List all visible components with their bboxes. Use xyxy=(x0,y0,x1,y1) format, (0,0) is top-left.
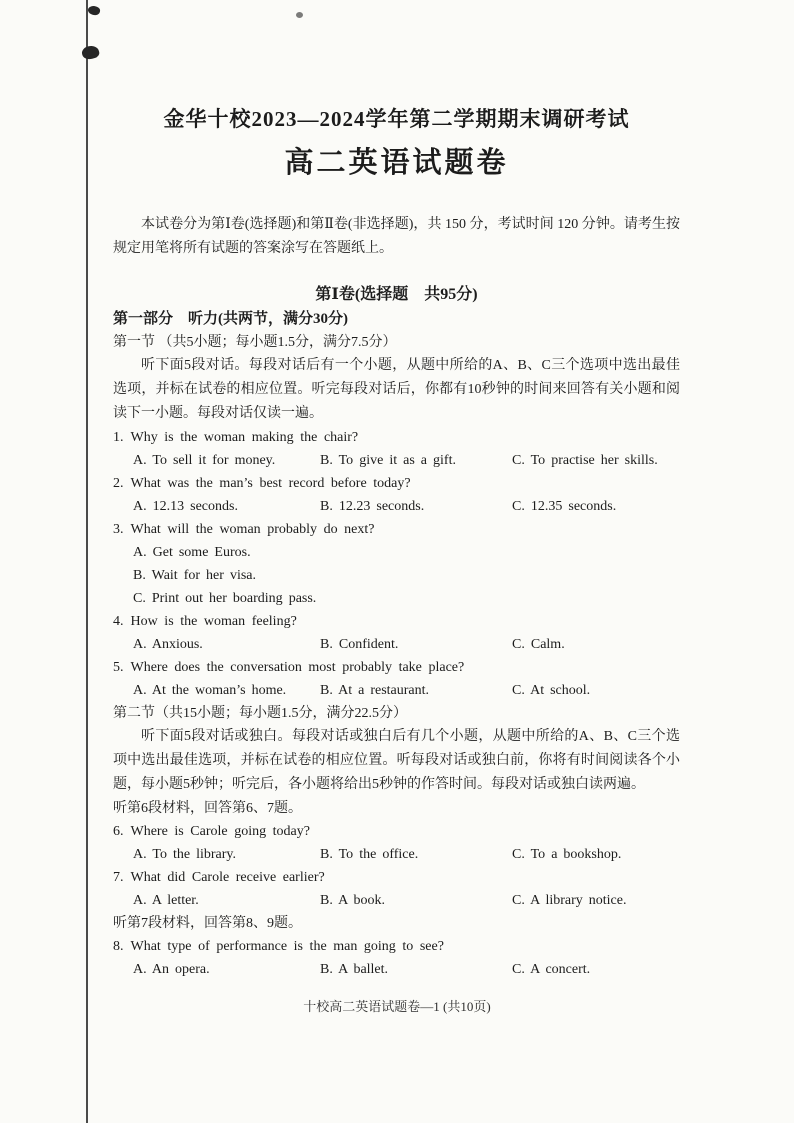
page-content xyxy=(113,0,680,981)
question-number: 4. xyxy=(113,614,124,629)
question-number: 6. xyxy=(113,824,124,839)
section-2-instructions: 听下面5段对话或独白。每段对话或独白后有几个小题，从题中所给的A、B、C三个选项中选出最佳选项，并标在试卷的相应位置。听每段对话或独白前，你将有时间阅读各个小题，每小题5秒钟；听完后，各小题将给出5秒钟的作答时间。每段对话或独白读两遍。 xyxy=(113,729,680,792)
section-2-heading: 第二节（共15小题；每小题1.5分，满分22.5分） xyxy=(113,706,407,721)
option-c: C. Print out her boarding pass. xyxy=(133,591,317,606)
option-c: C. To practise her skills. xyxy=(512,453,658,468)
material-cue-8-9: 听第7段材料，回答第8、9题。 xyxy=(113,916,302,931)
question-options xyxy=(113,541,680,610)
volume-1-heading: 第Ⅰ卷(选择题 共95分) xyxy=(315,286,478,303)
question-text xyxy=(113,820,680,843)
material-cue-6-7: 听第6段材料，回答第6、7题。 xyxy=(113,801,302,816)
option-a: A. To sell it for money. xyxy=(133,453,276,468)
question-stem: Where is Carole going today? xyxy=(130,824,310,839)
question-4 xyxy=(113,610,680,656)
question-options xyxy=(113,449,680,472)
exam-intro-paragraph: 本试卷分为第Ⅰ卷(选择题)和第Ⅱ卷(非选择题)，共 150 分，考试时间 120 分钟。请考生按规定用笔将所有试题的答案涂写在答题纸上。 xyxy=(113,217,680,256)
scan-edge-artifact xyxy=(86,0,88,1123)
question-stem: What type of performance is the man going to see? xyxy=(130,939,444,954)
section-1-instructions: 听下面5段对话。每段对话后有一个小题，从题中所给的A、B、C三个选项中选出最佳选项，并标在试卷的相应位置。听完每段对话后，你都有10秒钟的时间来回答有关小题和阅读下一小题。每段对话仅读一遍。 xyxy=(113,358,680,421)
question-text xyxy=(113,866,680,889)
option-a: A. At the woman’s home. xyxy=(133,683,287,698)
option-c: C. A concert. xyxy=(512,962,591,977)
question-stem: How is the woman feeling? xyxy=(130,614,297,629)
option-a: A. An opera. xyxy=(133,962,210,977)
question-text xyxy=(113,935,680,958)
scan-smudge-artifact xyxy=(87,4,101,17)
question-5 xyxy=(113,656,680,702)
part-1-heading: 第一部分 听力(共两节，满分30分) xyxy=(113,311,348,327)
question-number: 1. xyxy=(113,430,124,445)
question-number: 2. xyxy=(113,476,124,491)
question-options xyxy=(113,889,680,912)
question-number: 5. xyxy=(113,660,124,675)
question-options xyxy=(113,633,680,656)
question-1 xyxy=(113,426,680,472)
option-b: B. Confident. xyxy=(320,637,399,652)
option-a: A. Get some Euros. xyxy=(133,545,251,560)
question-options xyxy=(113,679,680,702)
option-b: B. Wait for her visa. xyxy=(133,568,257,583)
question-stem: What will the woman probably do next? xyxy=(130,522,375,537)
option-c: C. Calm. xyxy=(512,637,565,652)
question-number: 3. xyxy=(113,522,124,537)
question-text xyxy=(113,472,680,495)
option-a: A. Anxious. xyxy=(133,637,203,652)
question-stem: Where does the conversation most probably take place? xyxy=(130,660,465,675)
exam-subtitle: 高二英语试题卷 xyxy=(284,147,509,179)
question-text xyxy=(113,610,680,633)
option-b: B. To give it as a gift. xyxy=(320,453,456,468)
option-c: C. At school. xyxy=(512,683,591,698)
option-a: A. 12.13 seconds. xyxy=(133,499,238,514)
question-options xyxy=(113,958,680,981)
option-c: C. 12.35 seconds. xyxy=(512,499,617,514)
option-c: C. A library notice. xyxy=(512,893,627,908)
option-a: A. To the library. xyxy=(133,847,237,862)
question-stem: What was the man’s best record before today? xyxy=(130,476,411,491)
question-text xyxy=(113,518,680,541)
question-7 xyxy=(113,866,680,912)
section-1-heading: 第一节 （共5小题；每小题1.5分，满分7.5分） xyxy=(113,335,397,350)
option-b: B. A book. xyxy=(320,893,385,908)
scan-smudge-artifact xyxy=(81,44,101,61)
question-number: 7. xyxy=(113,870,124,885)
question-3 xyxy=(113,518,680,610)
question-options xyxy=(113,843,680,866)
exam-title: 金华十校2023—2024学年第二学期期末调研考试 xyxy=(163,107,630,131)
question-8 xyxy=(113,935,680,981)
question-stem: Why is the woman making the chair? xyxy=(130,430,359,445)
question-stem: What did Carole receive earlier? xyxy=(130,870,325,885)
option-a: A. A letter. xyxy=(133,893,199,908)
page-footer: 十校高二英语试题卷—1 (共10页) xyxy=(303,999,491,1014)
question-2 xyxy=(113,472,680,518)
option-b: B. 12.23 seconds. xyxy=(320,499,425,514)
option-b: B. To the office. xyxy=(320,847,419,862)
option-c: C. To a bookshop. xyxy=(512,847,622,862)
option-b: B. At a restaurant. xyxy=(320,683,430,698)
question-6 xyxy=(113,820,680,866)
question-text xyxy=(113,426,680,449)
question-options xyxy=(113,495,680,518)
question-number: 8. xyxy=(113,939,124,954)
question-text xyxy=(113,656,680,679)
option-b: B. A ballet. xyxy=(320,962,389,977)
